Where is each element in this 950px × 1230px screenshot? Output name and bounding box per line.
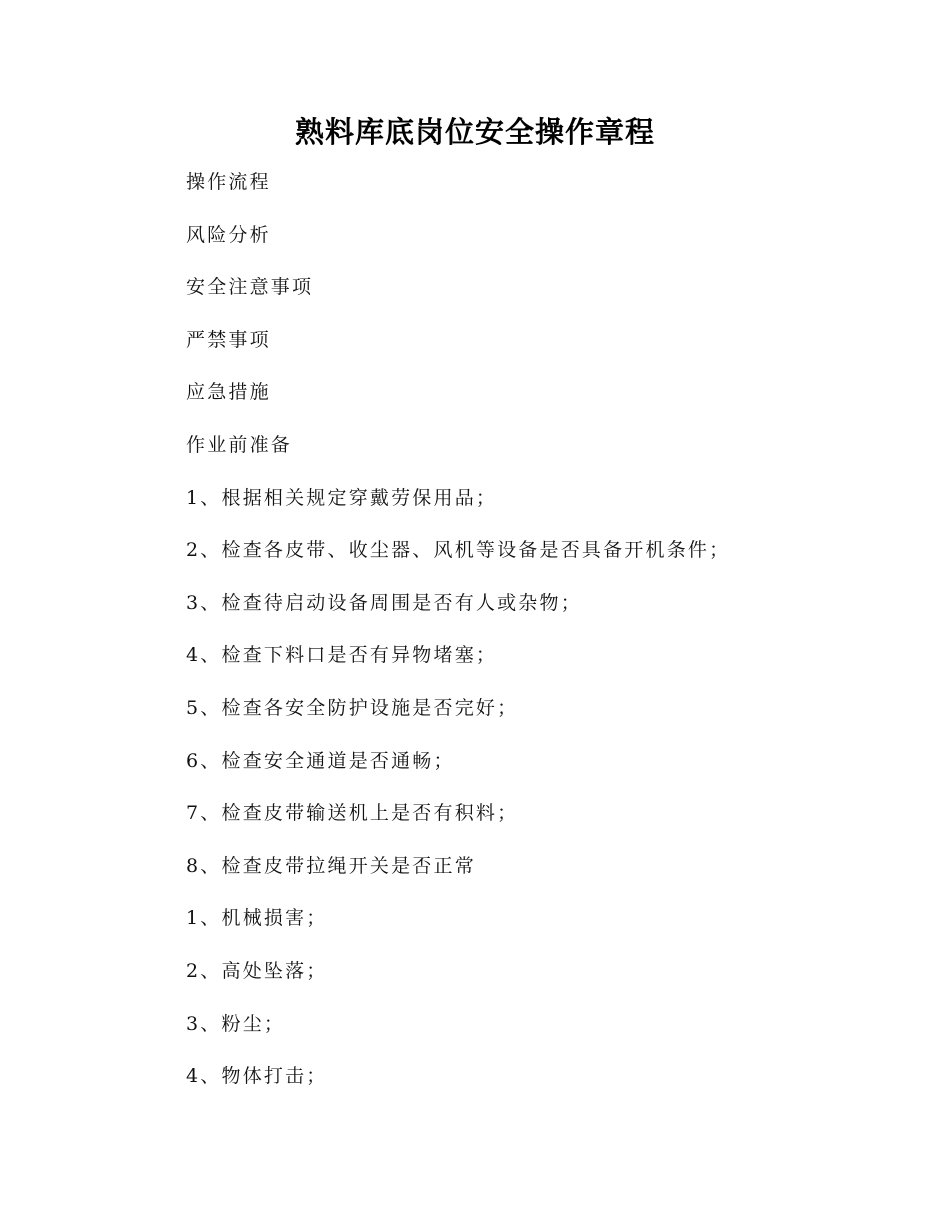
document-title: 熟料库底岗位安全操作章程 [294, 115, 655, 149]
preparation-item: 3、检查待启动设备周围是否有人或杂物； [186, 591, 582, 614]
risk-item: 3、粉尘； [186, 1012, 286, 1035]
section-heading-emergency-measures: 应急措施 [186, 381, 271, 404]
preparation-item: 7、检查皮带输送机上是否有积料； [186, 802, 519, 825]
preparation-item: 8、检查皮带拉绳开关是否正常 [186, 854, 476, 877]
preparation-item: 6、检查安全通道是否通畅； [186, 749, 455, 772]
preparation-item: 4、检查下料口是否有异物堵塞； [186, 644, 498, 667]
risk-item: 2、高处坠落； [186, 959, 328, 982]
risk-item: 4、物体打击； [186, 1065, 328, 1088]
preparation-item: 2、检查各皮带、收尘器、风机等设备是否具备开机条件； [186, 539, 731, 562]
section-heading-risk-analysis: 风险分析 [186, 223, 271, 246]
preparation-item: 1、根据相关规定穿戴劳保用品； [186, 486, 498, 509]
section-heading-pre-work-preparation: 作业前准备 [186, 433, 293, 456]
section-heading-prohibited-items: 严禁事项 [186, 328, 271, 351]
section-heading-operation-flow: 操作流程 [186, 171, 271, 193]
risk-item: 1、机械损害； [186, 907, 328, 930]
section-heading-safety-notes: 安全注意事项 [186, 276, 314, 299]
document-body [186, 168, 886, 1115]
preparation-item: 5、检查各安全防护设施是否完好； [186, 696, 519, 719]
